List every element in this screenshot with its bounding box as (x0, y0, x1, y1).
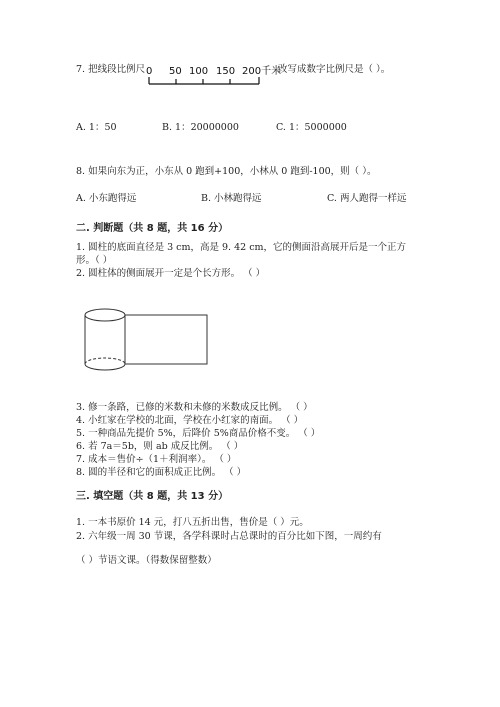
judge-item-5: 5. 一种商品先提价 5%，后降价 5%商品价格不变。 （ ） (76, 428, 321, 439)
scale-label-50: 50 (169, 66, 182, 77)
judge-item-3: 3. 修一条路，已修的米数和未修的米数成反比例。 （ ） (76, 402, 313, 413)
q7-suffix: 改写成数字比例尺是（ ）。 (278, 64, 391, 75)
scale-label-100: 100 (189, 66, 209, 77)
q8-option-a[interactable]: A. 小东跑得远 (76, 193, 137, 204)
judge-item-1-cont: 形。（ ） (76, 255, 113, 266)
q8-option-c[interactable]: C. 两人跑得一样远 (327, 193, 407, 204)
q7-option-a[interactable]: A. 1：50 (76, 122, 117, 133)
q8-option-b[interactable]: B. 小林跑得远 (201, 193, 262, 204)
judge-item-6: 6. 若 7a＝5b，则 ab 成反比例。 （ ） (76, 441, 244, 452)
q7-option-b[interactable]: B. 1：20000000 (162, 122, 239, 133)
unfolded-rectangle (125, 315, 207, 364)
fill-item-1: 1. 一本书原价 14 元，打八五折出售，售价是（ ）元。 (76, 517, 309, 528)
fill-item-2: 2. 六年级一周 30 节课，各学科课时占总课时的百分比如下图，一周约有 (76, 531, 382, 542)
judge-item-1: 1. 圆柱的底面直径是 3 cm，高是 9. 42 cm，它的侧面沿高展开后是一个正方 (76, 242, 407, 253)
scale-label-150: 150 (216, 66, 236, 77)
judge-item-2: 2. 圆柱体的侧面展开一定是个长方形。 （ ） (76, 268, 266, 279)
judge-item-8: 8. 圆的半径和它的面积成正比例。 （ ） (76, 467, 247, 478)
scale-label-200: 200千米 (242, 66, 282, 77)
cylinder-figure (85, 309, 125, 370)
judge-item-7: 7. 成本＝售价÷（1＋利润率）。 （ ） (76, 454, 237, 465)
scale-label-0: 0 (146, 66, 153, 77)
section3-title: 三. 填空题（共 8 题，共 13 分） (76, 491, 229, 502)
scale-bar (149, 77, 259, 84)
q7-prefix: 7. 把线段比例尺 (76, 64, 146, 75)
fill-item-2-cont: （ ）节语文课。（得数保留整数） (76, 555, 217, 566)
judge-item-4: 4. 小红家在学校的北面，学校在小红家的南面。 （ ） (76, 415, 304, 426)
q7-option-c[interactable]: C. 1：5000000 (276, 122, 347, 133)
section2-title: 二. 判断题（共 8 题，共 16 分） (76, 223, 229, 234)
q8-text: 8. 如果向东为正，小东从 0 跑到+100，小林从 0 跑到-100，则（ ）。 (76, 166, 377, 177)
